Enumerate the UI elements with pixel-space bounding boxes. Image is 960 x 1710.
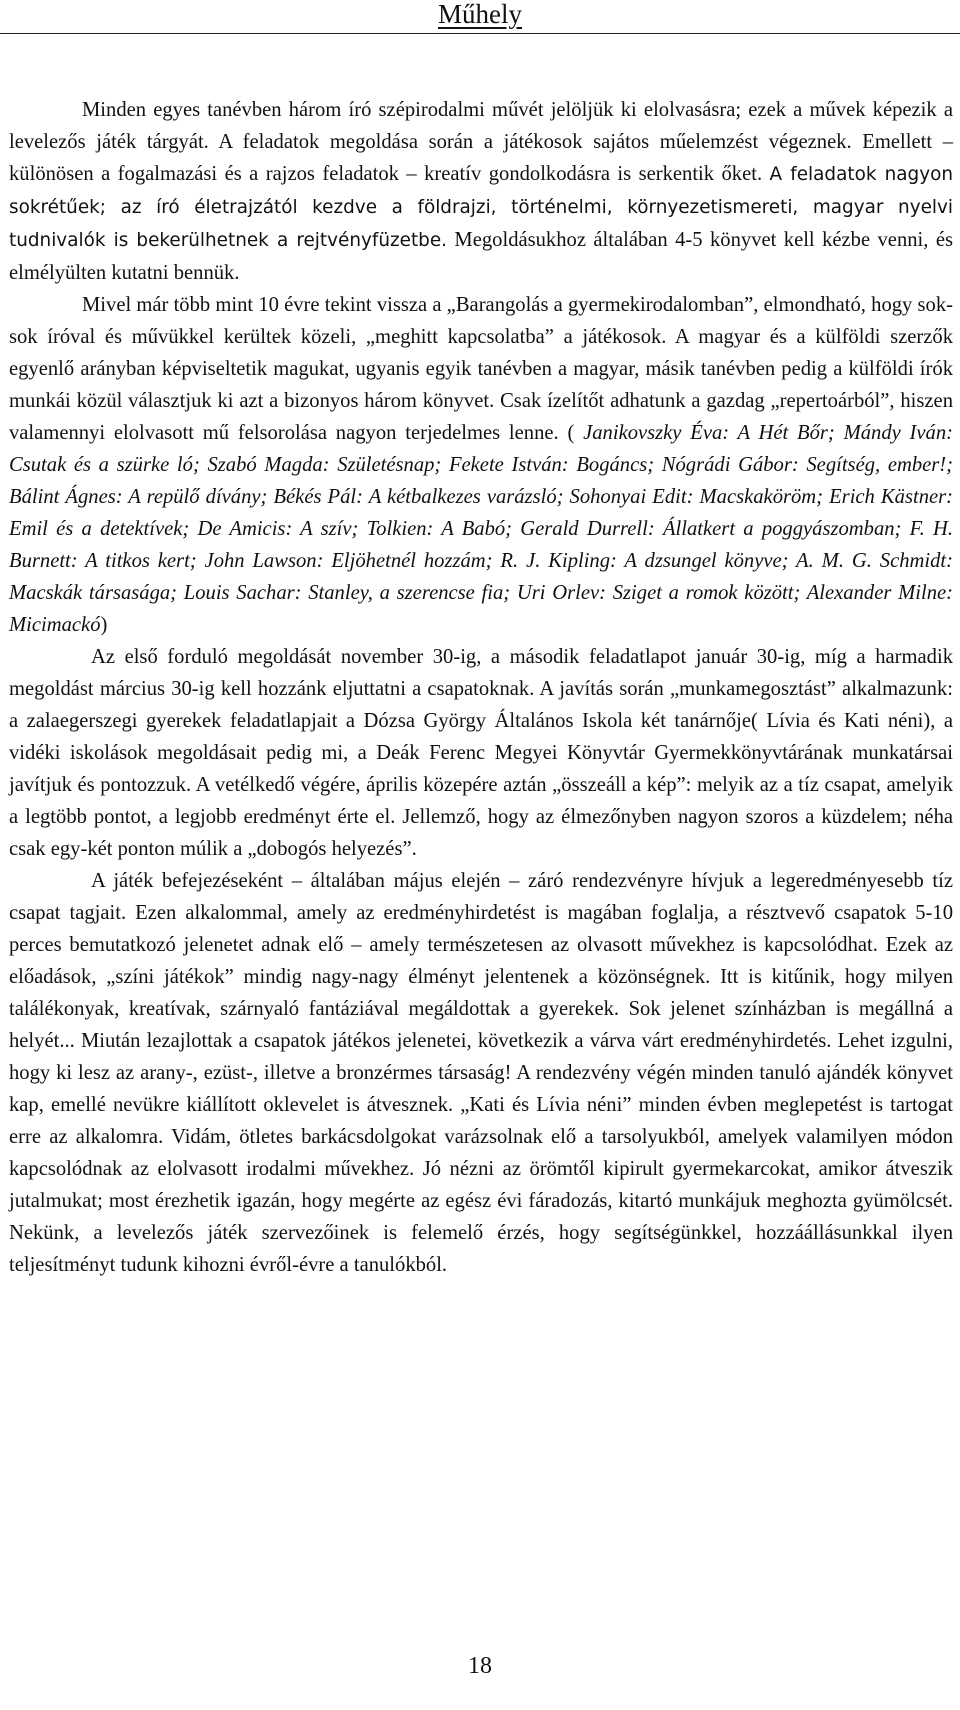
finale-text: A játék befejezéseként – általában május elején – záró rendezvényre hívjuk a legeredményesebb tíz csapat tagjait. Ezen alkalommal, amely az eredményhirdetést is magában foglalja, a résztvevő csapatok 5-10 perces bemutatkozó jelenetet adnak elő – amely természetesen az olvasott művekhez is kapcsolódhat. Ezek az előadások, „színi játékok” mindig nagy-nagy élményt jelentenek a közönségnek. Itt is kitűnik, hogy milyen találékonyak, kreatívak, szárnyaló fantáziával megáldottak a gyerekek. Sok jelenet színházban is megállná a helyét... Miután lezajlottak a csapatok játékos jelenetei, következik a várva várt eredményhirdetés. Lehet izgulni, hogy ki lesz az arany-, ezüst-, illetve a bronzérmes társaság! A rendezvény végén minden tanuló ajándék könyvet kap, emellé nevükre kiállított oklevelet is átvesznek. „Kati és Lívia néni” minden évben meglepetést is tartogat erre az alkalomra. Vidám, ötletes barkácsdolgokat varázsolnak elő a tarsolyukból, amelyek valamilyen módon kapcsolódnak az elolvasott irodalmi művekhez. Jó nézni az örömtől kipirult gyermekarcokat, amikor átveszik jutalmukat; most érezhetik igazán, hogy megérte az egész évi fáradozás, kitartó munkájuk meghozta gyümölcsét. Nekünk, a levelezős játék szervezőinek is felemelő érzés, hogy segítségünkkel, hozzáállásunkkal ilyen teljesítményt tudunk kihozni évről-évre a tanulókból. bbox=[9, 870, 953, 1276]
header-rule bbox=[0, 33, 960, 34]
book-list: Janikovszky Éva: A Hét Bőr; Mándy Iván: Csutak és a szürke ló; Szabó Magda: Születésnap; Fekete István: Bogáncs; Nógrádi Gábor: Segítség, ember!; Bálint Ágnes: A repülő dívány; Békés Pál: A kétbalkezes varázsló; Sohonyai Edit: Macskaköröm; Erich Kästner: Emil és a detektívek; De Amicis: A szív; Tolkien: A Babó; Gerald Durrell: Állatkert a poggyászomban; F. H. Burnett: A titkos kert; John Lawson: Eljöhetnél hozzám; R. J. Kipling: A dzsungel könyve; A. M. G. Schmidt: Macskák társasága; Louis Sachar: Stanley, a szerencse fia; Uri Orlev: Sziget a romok között; Alexander Milne: Micimackó bbox=[9, 422, 954, 636]
page-number: 18 bbox=[468, 1653, 492, 1679]
article-body bbox=[9, 94, 953, 1281]
paragraph-intro bbox=[9, 94, 953, 289]
intro-sans-text: A feladatok nagyon sokrétűek; az író életrajzától kezdve a földrajzi, történelmi, környezetismereti, magyar nyelvi tudnivalók is bekerülhetnek a rejtvényfüzetbe. bbox=[9, 164, 953, 251]
running-header bbox=[0, 0, 960, 34]
intro-text: Minden egyes tanévben három író szépirodalmi művét jelöljük ki elolvasásra; ezek a művek képezik a levelezős játék tárgyát. A feladatok megoldása során a játékosok sajátos műelemzést végeznek. Emellett – különösen a fogalmazási és a rajzos feladatok – kreatív gondolkodásra is serkentik őket. bbox=[9, 99, 953, 185]
intro-text-end: Megoldásukhoz általában 4-5 könyvet kell kézbe venni, és elmélyülten kutatni bennük. bbox=[9, 229, 953, 284]
rounds-text: Az első forduló megoldását november 30-ig, a második feladatlapot január 30-ig, míg a harmadik megoldást március 30-ig kell hozzánk eljuttatni a csapatoknak. A javítás során „munkamegosztást” alkalmazunk: a zalaegerszegi gyerekek feladatlapjait a Dózsa György Általános Iskola két tanárnője( Lívia és Kati néni), a vidéki iskolások megoldásait pedig mi, a Deák Ferenc Megyei Könyvtár Gyermekkönyvtárának munkatársai javítjuk és pontozzuk. A vetélkedő végére, április közepére aztán „összeáll a kép”: melyik az a tíz csapat, amelyik a legtöbb pontot, a legjobb eredményt érte el. Jellemző, hogy az élmezőnyben nagyon szoros a küzdelem; néha csak egy-két ponton múlik a „dobogós helyezés”. bbox=[9, 646, 953, 860]
paragraph-finale bbox=[9, 865, 953, 1281]
books-close: ) bbox=[100, 614, 108, 636]
section-title: Műhely bbox=[438, 0, 522, 29]
paragraph-rounds bbox=[9, 641, 953, 865]
books-text: Mivel már több mint 10 évre tekint vissza a „Barangolás a gyermekirodalomban”, elmondható, hogy sok-sok íróval és művükkel kerültek közeli, „meghitt kapcsolatba” a játékosok. A magyar és a külföldi szerzők egyenlő arányban képviseltetik magukat, ugyanis egyik tanévben a magyar, másik tanévben pedig a külföldi írók munkái közül választjuk ki azt a bizonyos három könyvet. Csak ízelítőt adhatunk a gazdag „repertoárból”, hiszen valamennyi elolvasott mű felsorolása nagyon terjedelmes lenne. ( bbox=[9, 294, 953, 444]
paragraph-books bbox=[9, 289, 953, 641]
